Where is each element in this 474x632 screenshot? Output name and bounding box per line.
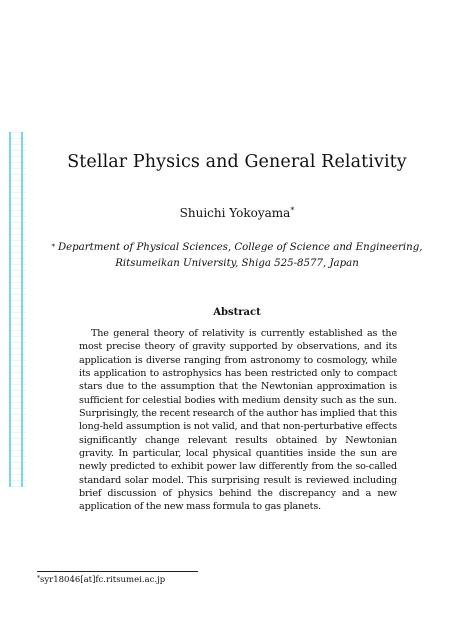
footnote-email: syr18046[at]fc.ritsumei.ac.jp (40, 575, 166, 585)
abstract-heading: Abstract (213, 307, 261, 318)
affiliation-marker: * (51, 243, 55, 251)
author-name: Shuichi Yokoyama (179, 206, 291, 220)
paper-title: Stellar Physics and General Relativity (67, 152, 407, 172)
footnote-rule (37, 571, 198, 572)
affiliation (0, 240, 474, 272)
author-line (0, 205, 474, 221)
affiliation-line-2: Ritsumeikan University, Shiga 525-8577, Japan (115, 258, 359, 269)
author-marker: * (290, 206, 295, 215)
affiliation-line-1: * Department of Physical Sciences, College of Science and Engineering, (51, 242, 423, 253)
abstract-body (79, 327, 397, 514)
footnote-marker: * (37, 575, 40, 582)
abstract-text: The general theory of relativity is currently established as the most precise theory of gravity supported by observations, and its application is diverse ranging from astronomy to cosmology, while its application to astrophysics has been restricted only to compact stars due to the assumption that the Newtonian approximation is sufficient for celestial bodies with medium density such as the sun. Surprisingly, the recent research of the author has implied that this long-held assumption is not valid, and that non-perturbative effects significantly change relevant results obtained by Newtonian gravity. In particular, local physical quantities inside the sun are newly predicted to exhibit power law differently from the so-called standard solar model. This surprising result is reviewed including brief discussion of physics behind the discrepancy and a new application of the new mass formula to gas planets. (79, 328, 397, 513)
footnote (37, 574, 165, 586)
